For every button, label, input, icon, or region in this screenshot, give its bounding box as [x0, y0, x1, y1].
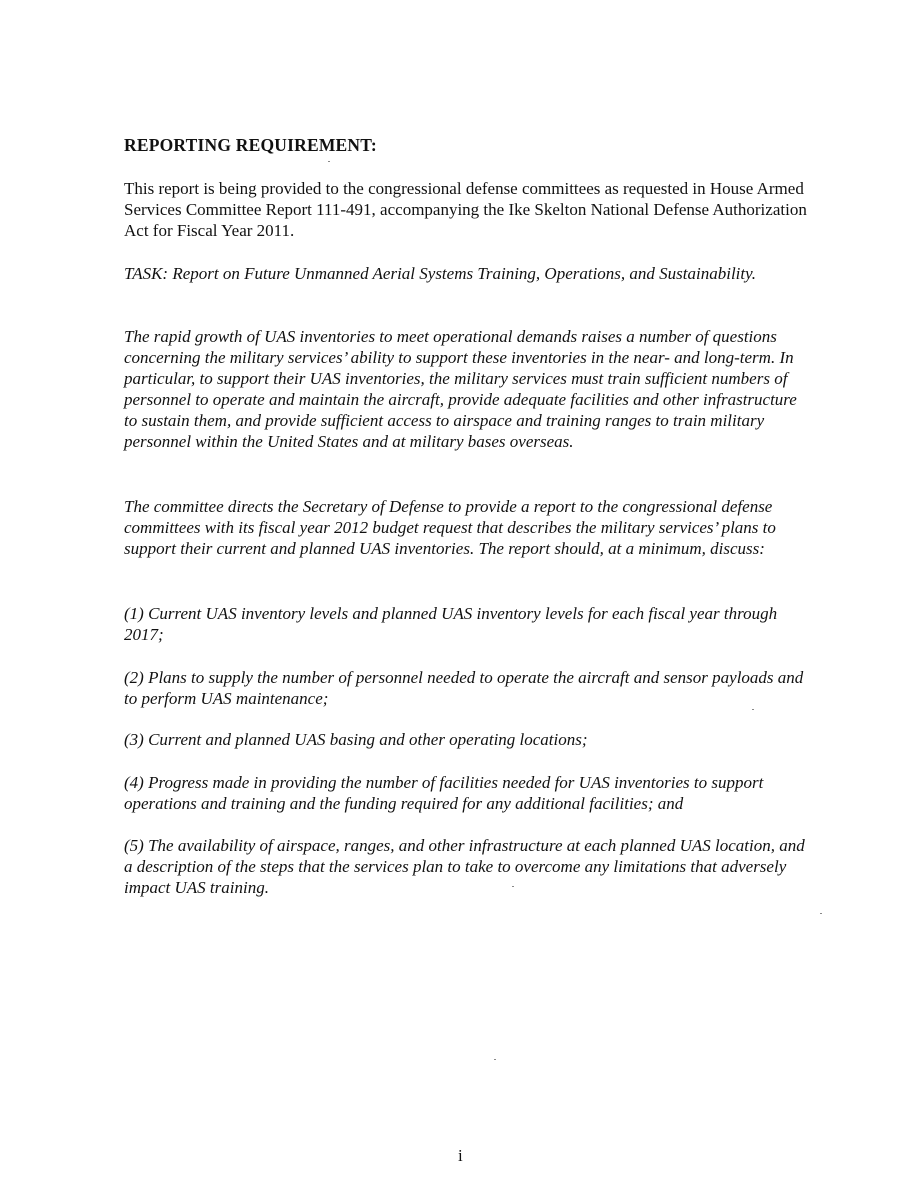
requirement-item-2: (2) Plans to supply the number of personnel needed to operate the aircraft and sensor payloads and to perform UAS maintenance; — [124, 668, 804, 708]
requirement-item-1: (1) Current UAS inventory levels and planned UAS inventory levels for each fiscal year through 2017; — [124, 604, 778, 644]
requirement-item-3: (3) Current and planned UAS basing and other operating locations; — [124, 730, 588, 749]
committee-directs-paragraph: The committee directs the Secretary of Defense to provide a report to the congressional defense committees with its fiscal year 2012 budget request that describes the military services’ plans to support their current and planned UAS inventories. The report should, at a minimum, discuss: — [124, 497, 776, 558]
section-heading: REPORTING REQUIREMENT: — [124, 135, 377, 155]
scan-speck — [820, 913, 822, 914]
requirement-item-5: (5) The availability of airspace, ranges, and other infrastructure at each planned UAS location, and a description of the steps that the services plan to take to overcome any limitations that adversely impact UAS training. — [124, 836, 805, 897]
rapid-growth-paragraph: The rapid growth of UAS inventories to meet operational demands raises a number of questions concerning the military services’ ability to support these inventories in the near- and long-term. In particular, to support their UAS inventories, the military services must train sufficient numbers of personnel to operate and maintain the aircraft, provide adequate facilities and other infrastructure to sustain them, and provide sufficient access to airspace and training ranges to train military personnel within the United States and at military bases overseas. — [124, 327, 797, 451]
page-number: i — [458, 1146, 463, 1165]
scan-speck — [512, 886, 514, 887]
scan-speck — [328, 161, 330, 162]
requirement-item-4: (4) Progress made in providing the number of facilities needed for UAS inventories to support operations and training and the funding required for any additional facilities; and — [124, 773, 764, 813]
task-paragraph: TASK: Report on Future Unmanned Aerial Systems Training, Operations, and Sustainability. — [124, 264, 756, 283]
intro-paragraph: This report is being provided to the congressional defense committees as requested in House Armed Services Committee Report 111-491, accompanying the Ike Skelton National Defense Authorization Act for Fiscal Year 2011. — [124, 179, 807, 240]
scan-speck — [494, 1059, 496, 1060]
scan-speck — [752, 709, 754, 710]
